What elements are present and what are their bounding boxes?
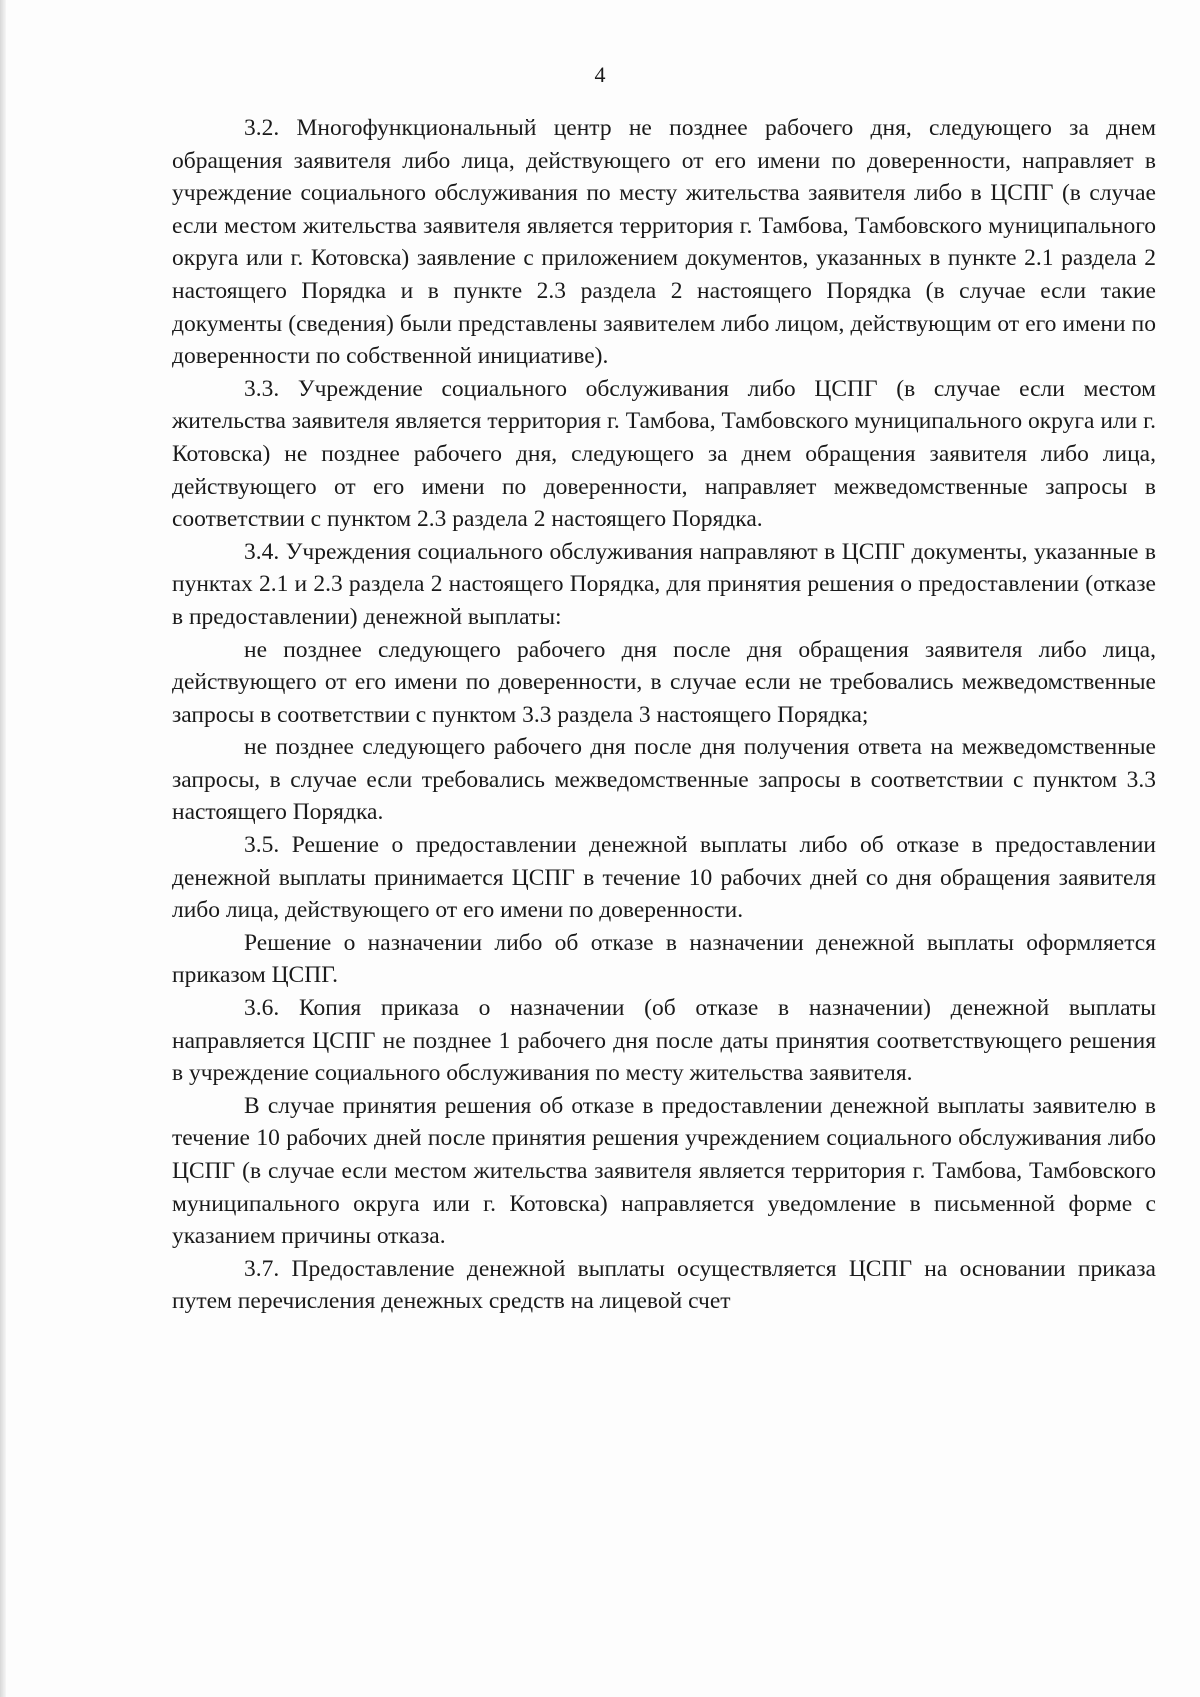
paragraph-3-3: 3.3. Учреждение социального обслуживания либо ЦСПГ (в случае если местом жительства заявителя является территория г. Тамбова, Тамбовского муниципального округа или г. Котовска) не позднее рабочего дня, следующего за днем обращения заявителя либо лица, действующего от его имени по доверенности, направляет межведомственные запросы в соответствии с пунктом 2.3 раздела 2 настоящего Порядка. <box>172 375 1156 533</box>
paragraph-3-6-refusal: В случае принятия решения об отказе в предоставлении денежной выплаты заявителю в течение 10 рабочих дней после принятия решения учреждением социального обслуживания либо ЦСПГ (в случае если местом жительства заявителя является территория г. Тамбова, Тамбовского муниципального округа или г. Котовска) направляется уведомление в письменной форме с указанием причины отказа. <box>172 1092 1156 1250</box>
paragraph-3-4-item-2: не позднее следующего рабочего дня после дня получения ответа на межведомственные запросы, в случае если требовались межведомственные запросы в соответствии с пунктом 3.3 настоящего Порядка. <box>172 734 1156 826</box>
paragraph-3-6: 3.6. Копия приказа о назначении (об отказе в назначении) денежной выплаты направляется ЦСПГ не позднее 1 рабочего дня после даты принятия соответствующего решения в учреждение социального обслуживания по месту жительства заявителя. <box>172 995 1156 1087</box>
scan-edge <box>0 0 6 1697</box>
paragraph-3-7: 3.7. Предоставление денежной выплаты осуществляется ЦСПГ на основании приказа путем перечисления денежных средств на лицевой счет <box>172 1255 1156 1315</box>
document-body <box>172 112 1156 1318</box>
paragraph-3-4: 3.4. Учреждения социального обслуживания направляют в ЦСПГ документы, указанные в пунктах 2.1 и 2.3 раздела 2 настоящего Порядка, для принятия решения о предоставлении (отказе в предоставлении) денежной выплаты: <box>172 538 1156 630</box>
paragraph-3-5-decision: Решение о назначении либо об отказе в назначении денежной выплаты оформляется приказом ЦСПГ. <box>172 929 1156 989</box>
paragraph-3-2: 3.2. Многофункциональный центр не позднее рабочего дня, следующего за днем обращения заявителя либо лица, действующего от его имени по доверенности, направляет в учреждение социального обслуживания по месту жительства заявителя либо в ЦСПГ (в случае если местом жительства заявителя является территория г. Тамбова, Тамбовского муниципального округа или г. Котовска) заявление с приложением документов, указанных в пункте 2.1 раздела 2 настоящего Порядка и в пункте 2.3 раздела 2 настоящего Порядка (в случае если такие документы (сведения) были представлены заявителем либо лицом, действующим от его имени по доверенности по собственной инициативе). <box>172 115 1156 370</box>
paragraph-3-5: 3.5. Решение о предоставлении денежной выплаты либо об отказе в предоставлении денежной выплаты принимается ЦСПГ в течение 10 рабочих дней со дня обращения заявителя либо лица, действующего от его имени по доверенности. <box>172 832 1156 924</box>
page-number: 4 <box>594 62 606 87</box>
paragraph-3-4-item-1: не позднее следующего рабочего дня после дня обращения заявителя либо лица, действующего от его имени по доверенности, в случае если не требовались межведомственные запросы в соответствии с пунктом 3.3 раздела 3 настоящего Порядка; <box>172 636 1156 728</box>
